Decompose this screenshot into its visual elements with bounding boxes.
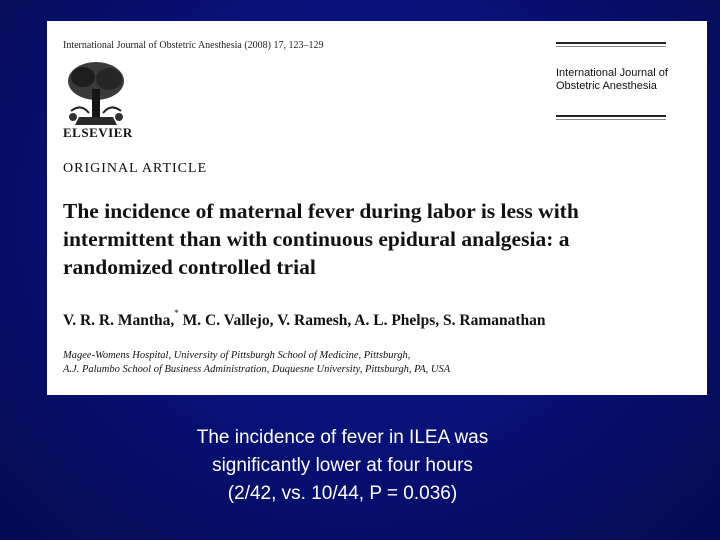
elsevier-tree-logo [61, 59, 131, 129]
slide-caption [110, 424, 575, 508]
affiliations [63, 349, 683, 377]
article-title-line-1: The incidence of maternal fever during labor is less with [63, 199, 579, 223]
header-rule-thin [556, 46, 666, 47]
header-rule [556, 42, 666, 44]
journal-name-line-1: International Journal of [556, 67, 668, 79]
article-title-line-3: randomized controlled trial [63, 255, 316, 279]
header-rule-thin [556, 119, 666, 120]
caption-line-2: significantly lower at four hours [212, 455, 473, 476]
co-authors: M. C. Vallejo, V. Ramesh, A. L. Phelps, S. Ramanathan [182, 312, 546, 329]
caption-line-1: The incidence of fever in ILEA was [196, 427, 489, 448]
first-author: V. R. R. Mantha, [63, 312, 175, 329]
header-rule [556, 115, 666, 117]
journal-name-line-2: Obstetric Anesthesia [556, 80, 657, 92]
article-title [63, 197, 703, 281]
journal-name [556, 67, 676, 93]
journal-citation: International Journal of Obstetric Anesthesia (2008) 17, 123–129 [63, 40, 324, 51]
affiliation-line-2: A.J. Palumbo School of Business Administration, Duquesne University, Pittsburgh, PA, USA [63, 364, 451, 375]
article-title-line-2: intermittent than with continuous epidural analgesia: a [63, 227, 570, 251]
corresponding-author-marker: * [174, 308, 179, 318]
article-excerpt [47, 21, 707, 395]
publisher-name: ELSEVIER [63, 125, 133, 140]
section-label: ORIGINAL ARTICLE [63, 161, 208, 176]
author-list [63, 308, 546, 330]
caption-line-3: (2/42, vs. 10/44, P = 0.036) [227, 483, 458, 504]
affiliation-line-1: Magee-Womens Hospital, University of Pittsburgh School of Medicine, Pittsburgh, [63, 350, 411, 361]
